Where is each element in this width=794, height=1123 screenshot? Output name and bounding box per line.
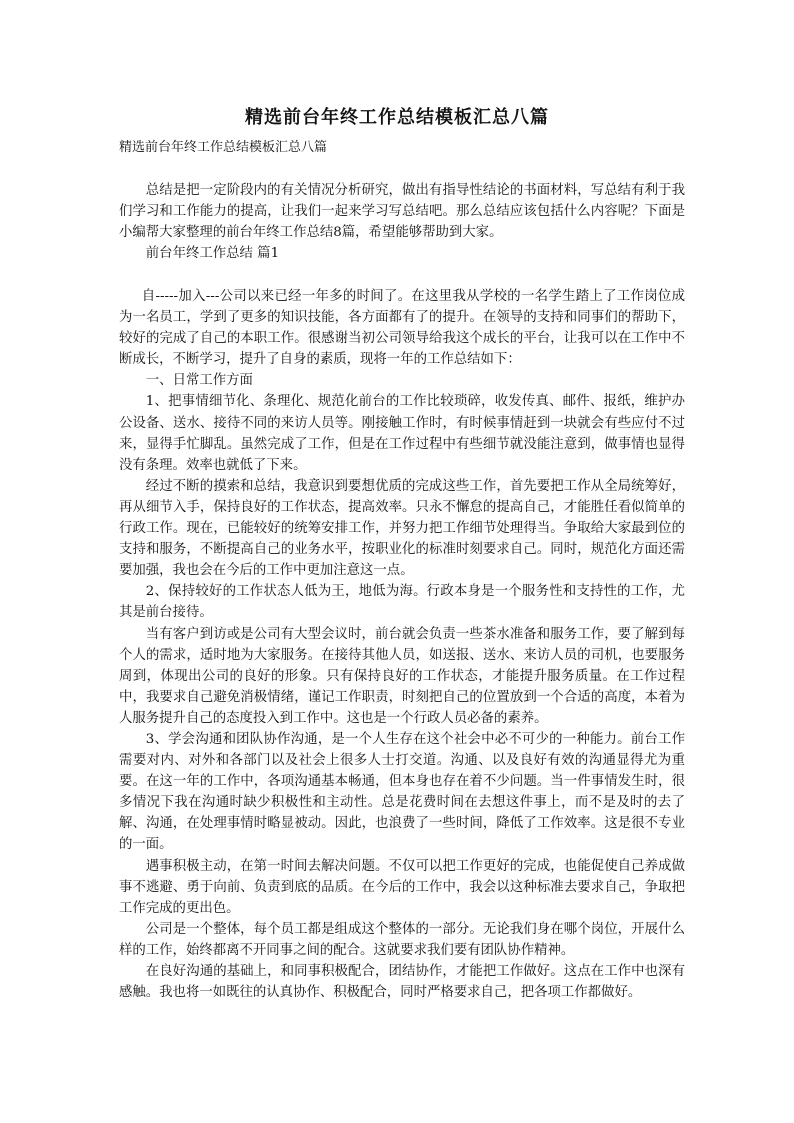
body-section [119,286,685,1003]
body-heading-daily-work: 一、日常工作方面 [145,373,253,389]
body-paragraph-8: 公司是一个整体，每个员工都是组成这个整体的一部分。无论我们身在哪个岗位，开展什么样的工作，始终都离不开同事之间的配合。这就要求我们要有团队协作精神。 [119,921,685,958]
document-title: 精选前台年终工作总结模板汇总八篇 [245,107,549,128]
body-paragraph-1: 自-----加入---公司以来已经一年多的时间了。在这里我从学校的一名学生踏上了工作岗位成为一名员工，学到了更多的知识技能，各方面都有了的提升。在领导的支持和同事们的帮助下，较好的完成了自己的本职工作。很感谢当初公司领导给我这个成长的平台，让我可以在工作中不断成长，不断学习，提升了自身的素质，现将一年的工作总结如下： [119,289,685,368]
body-paragraph-3: 经过不断的摸索和总结，我意识到要想优质的完成这些工作，首先要把工作从全局统筹好，再从细节入手，保持良好的工作状态，提高效率。只永不懈怠的提高自己，才能胜任看似简单的行政工作。现在，已能较好的统筹安排工作，并努力把工作细节处理得当。争取给大家最到位的支持和服务，不断提高自己的业务水平，按职业化的标准时刻要求自己。同时，规范化方面还需要加强，我也会在今后的工作中更加注意这一点。 [119,478,685,579]
document-subtitle: 精选前台年终工作总结模板汇总八篇 [119,140,328,155]
body-paragraph-7: 遇事积极主动，在第一时间去解决问题。不仅可以把工作更好的完成，也能促使自己养成做事不逃避、勇于向前、负责到底的品质。在今后的工作中，我会以这种标准去要求自己，争取把工作完成的更出色。 [119,858,685,916]
body-paragraph-6: 3、学会沟通和团队协作沟通，是一个人生存在这个社会中必不可少的一种能力。前台工作需要对内、对外和各部门以及社会上很多人士打交道。沟通、以及良好有效的沟通显得尤为重要。在这一年的工作中，各项沟通基本畅通，但本身也存在着不少问题。当一件事情发生时，很多情况下我在沟通时缺少积极性和主动性。总是花费时间在去想这件事上，而不是及时的去了解、沟通，在处理事情时略显被动。因此，也浪费了一些时间，降低了工作效率。这是很不专业的一面。 [119,731,685,853]
section-title: 前台年终工作总结 篇1 [145,246,280,262]
intro-section [119,180,685,264]
body-paragraph-9: 在良好沟通的基础上，和同事积极配合，团结协作，才能把工作做好。这点在工作中也深有感触。我也将一如既往的认真协作、积极配合，同时严格要求自己，把各项工作都做好。 [119,964,685,1001]
body-paragraph-2: 1、把事情细节化、条理化、规范化前台的工作比较琐碎，收发传真、邮件、报纸，维护办公设备、送水、接待不同的来访人员等。刚接触工作时，有时候事情赶到一块就会有些应付不过来，显得手忙脚乱。虽然完成了工作，但是在工作过程中有些细节就没能注意到，做事情也显得没有条理。效率也就低了下来。 [119,394,685,473]
intro-paragraph: 总结是把一定阶段内的有关情况分析研究，做出有指导性结论的书面材料，写总结有利于我们学习和工作能力的提高，让我们一起来学习写总结吧。那么总结应该包括什么内容呢？下面是小编帮大家整理的前台年终工作总结8篇，希望能够帮助到大家。 [119,183,685,241]
body-paragraph-4: 2、保持较好的工作状态人低为王，地低为海。行政本身是一个服务性和支持性的工作，尤其是前台接待。 [119,584,685,621]
body-paragraph-5: 当有客户到访或是公司有大型会议时，前台就会负责一些茶水准备和服务工作，要了解到每个人的需求，适时地为大家服务。在接待其他人员，如送报、送水、来访人员的司机，也要服务周到，体现出公司的良好的形象。只有保持良好的工作状态，才能提升服务质量。在工作过程中，我要求自己避免消极情绪，谨记工作职责，时刻把自己的位置放到一个合适的高度，本着为人服务提升自己的态度投入到工作中。这也是一个行政人员必备的素养。 [119,626,685,726]
